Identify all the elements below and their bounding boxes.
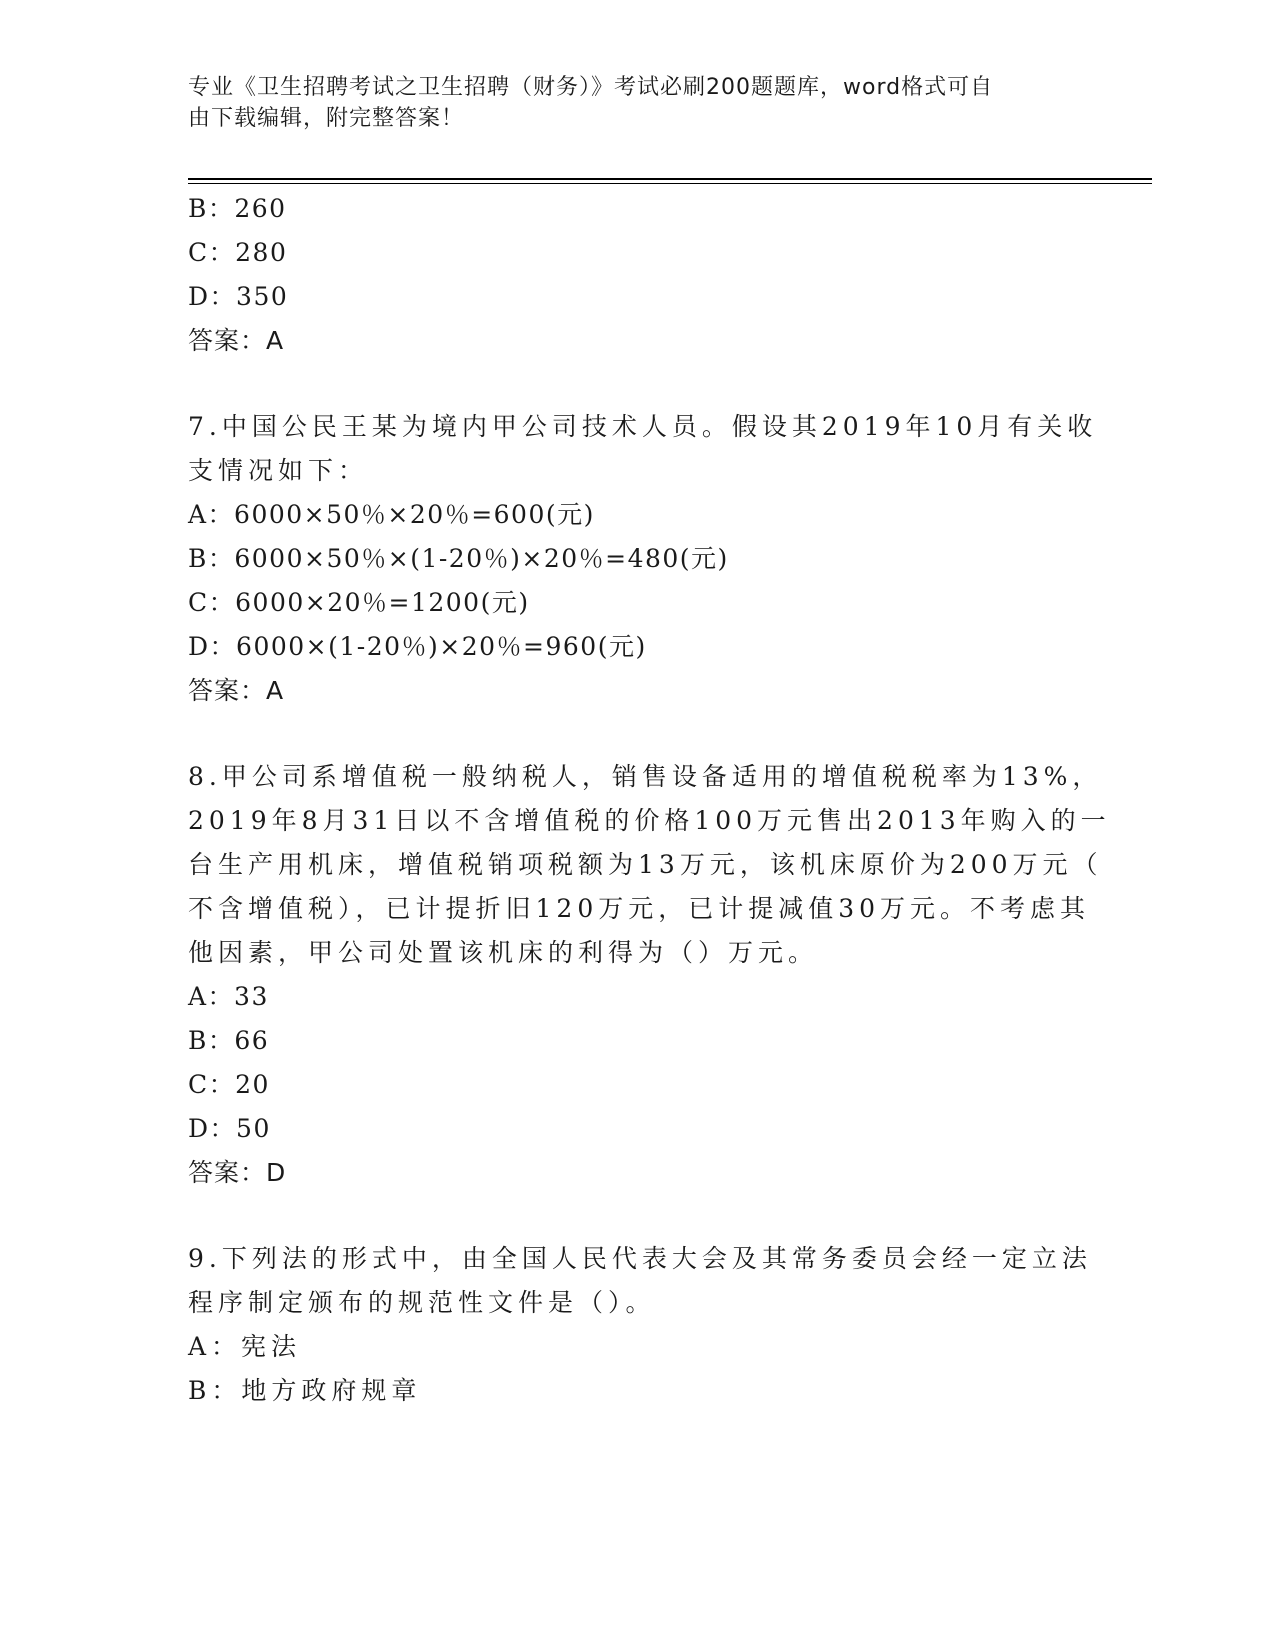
header-line-1: 专业《卫生招聘考试之卫生招聘（财务）》考试必刷200题题库，word格式可自 <box>188 75 994 100</box>
q6-option-d: D：350 <box>188 282 289 311</box>
q9-stem-line-1: 9.下列法的形式中，由全国人民代表大会及其常务委员会经一定立法 <box>188 1244 1092 1273</box>
q7-stem-line-2: 支情况如下： <box>188 456 369 485</box>
q7-option-b: B：6000×50％×(1-20％)×20％=480(元) <box>188 544 729 573</box>
q8-stem-line-1: 8.甲公司系增值税一般纳税人，销售设备适用的增值税税率为13%， <box>188 762 1103 791</box>
header-rule-thick <box>188 178 1152 180</box>
q8-stem-line-4: 不含增值税），已计提折旧120万元，已计提减值30万元。不考虑其 <box>188 894 1091 923</box>
q9-stem-line-2: 程序制定颁布的规范性文件是（）。 <box>188 1288 656 1317</box>
header-rule-thin <box>188 183 1152 184</box>
q7-option-d: D：6000×(1-20％)×20％=960(元) <box>188 632 647 661</box>
q8-stem-line-3: 台生产用机床，增值税销项税额为13万元，该机床原价为200万元（ <box>188 850 1103 879</box>
q8-stem-line-2: 2019年8月31日以不含增值税的价格100万元售出2013年购入的一 <box>188 806 1111 835</box>
document-header <box>188 72 1088 134</box>
q7-stem-line-1: 7.中国公民王某为境内甲公司技术人员。假设其2019年10月有关收 <box>188 412 1098 441</box>
q6-option-c: C：280 <box>188 238 288 267</box>
q7-answer: 答案：A <box>188 676 285 705</box>
q7-option-c: C：6000×20％=1200(元) <box>188 588 530 617</box>
q6-option-b: B：260 <box>188 194 287 223</box>
q8-option-b: B：66 <box>188 1026 270 1055</box>
q8-answer: 答案：D <box>188 1158 287 1187</box>
q9-option-a: A：宪法 <box>188 1332 302 1361</box>
q8-stem-line-5: 他因素，甲公司处置该机床的利得为（）万元。 <box>188 938 819 967</box>
q8-option-c: C：20 <box>188 1070 270 1099</box>
q8-option-d: D：50 <box>188 1114 271 1143</box>
q7-option-a: A：6000×50％×20％=600(元) <box>188 500 595 529</box>
q9-option-b: B：地方政府规章 <box>188 1376 422 1405</box>
q6-answer: 答案：A <box>188 326 285 355</box>
header-line-2: 由下载编辑，附完整答案！ <box>188 106 465 131</box>
q8-option-a: A：33 <box>188 982 269 1011</box>
